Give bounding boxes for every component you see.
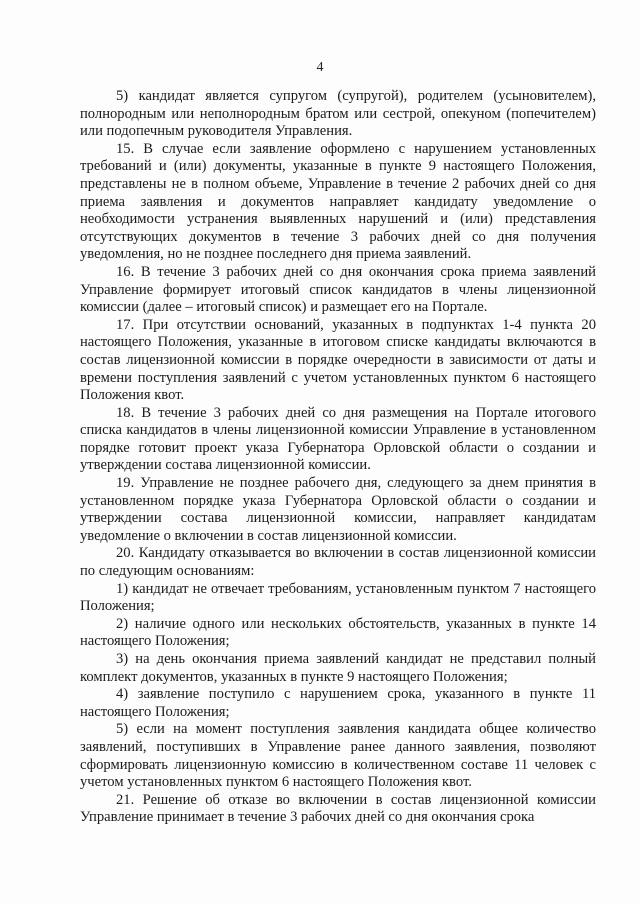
document-body	[80, 88, 596, 827]
paragraph-16-final-list: 16. В течение 3 рабочих дней со дня окончания срока приема заявлений Управление формирует итоговый список кандидатов в члены лицензионной комиссии (далее – итоговый список) и размещает его на Портале.	[80, 263, 596, 316]
paragraph-item-5-close-relative: 5) кандидат является супругом (супругой), родителем (усыновителем), полнородным или неполнородным братом или сестрой, опекуном (попечителем) или подопечным руководителя Управления.	[80, 88, 596, 140]
paragraph-20-refusal-grounds: 20. Кандидату отказывается во включении в состав лицензионной комиссии по следующим основаниям:	[80, 545, 596, 580]
paragraph-21-refusal-decision: 21. Решение об отказе во включении в состав лицензионной комиссии Управление принимает в течение 3 рабочих дней со дня окончания срока	[80, 791, 596, 826]
paragraph-19-notification: 19. Управление не позднее рабочего дня, следующего за днем принятия в установленном порядке указа Губернатора Орловской области о создании и утверждении состава лицензионной комиссии, направляет кандидатам уведомление о включении в состав лицензионной комиссии.	[80, 475, 596, 544]
refusal-ground-4: 4) заявление поступило с нарушением срока, указанного в пункте 11 настоящего Положения;	[80, 686, 596, 720]
paragraph-15-incomplete-documents: 15. В случае если заявление оформлено с нарушением установленных требований и (или) документы, указанные в пункте 9 настоящего Положения, представлены не в полном объеме, Управление в течение 2 рабочих дней со дня приема заявления и документов направляет кандидату уведомление о необходимости устранения выявленных нарушений и (или) представления отсутствующих документов в течение 3 рабочих дней со дня получения уведомления, но не позднее последнего дня приема заявлений.	[80, 140, 596, 263]
paragraph-18-decree-draft: 18. В течение 3 рабочих дней со дня размещения на Портале итогового списка кандидатов в члены лицензионной комиссии Управление в установленном порядке готовит проект указа Губернатора Орловской области о создании и утверждении состава лицензионной комиссии.	[80, 404, 596, 474]
paragraph-17-inclusion-order: 17. При отсутствии оснований, указанных в подпунктах 1-4 пункта 20 настоящего Положения, указанные в итоговом списке кандидаты включаются в состав лицензионной комиссии в порядке очередности в зависимости от даты и времени поступления заявлений с учетом установленных пунктом 6 настоящего Положения квот.	[80, 316, 596, 404]
refusal-ground-2: 2) наличие одного или нескольких обстоятельств, указанных в пункте 14 настоящего Положения;	[80, 615, 596, 650]
refusal-ground-5: 5) если на момент поступления заявления кандидата общее количество заявлений, поступивших в Управление ранее данного заявления, позволяют сформировать лицензионную комиссию в количественном составе 11 человек с учетом установленных пунктом 6 настоящего Положения квот.	[80, 721, 596, 791]
refusal-ground-3: 3) на день окончания приема заявлений кандидат не представил полный комплект документов, указанных в пункте 9 настоящего Положения;	[80, 651, 596, 685]
refusal-ground-1: 1) кандидат не отвечает требованиям, установленным пунктом 7 настоящего Положения;	[80, 580, 596, 615]
page-number: 4	[316, 60, 324, 75]
